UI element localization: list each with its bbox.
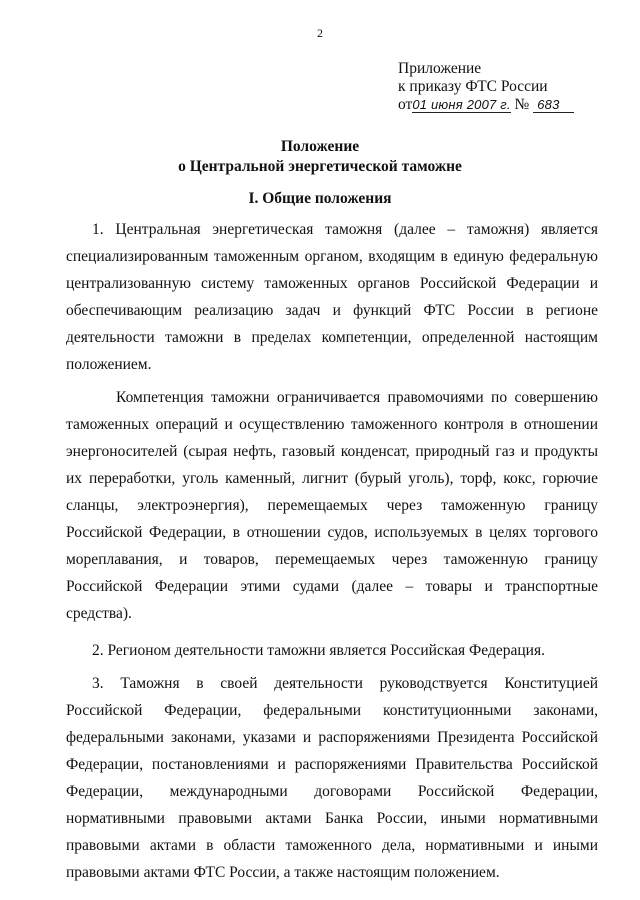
appendix-number: 683 [533,97,573,113]
page-number: 2 [317,26,323,40]
paragraph-1: 1. Центральная энергетическая таможня (далее – таможня) является специализированным таможенным органом, входящим в единую федеральную централизованную систему таможенных органов Российской Федерации и обеспечивающим реализацию задач и функций ФТС России в регионе деятельности таможни в пределах компетенции, определенной настоящим положением. [66,221,598,373]
document-title-line2: о Центральной энергетической таможне [178,158,462,175]
appendix-date: 01 июня 2007 г. [412,97,511,112]
appendix-number-sign: № [514,96,530,113]
appendix-order-reference: к приказу ФТС России [398,78,548,95]
section-heading: I. Общие положения [248,190,392,207]
appendix-label: Приложение [398,60,482,77]
paragraph-3: 3. Таможня в своей деятельности руководствуется Конституцией Российской Федерации, федеральными конституционными законами, федеральными законами, указами и распоряжениями Президента Российской Федерации, постановлениями и распоряжениями Правительства Российской Федерации, международными договорами Российской Федерации, нормативными правовыми актами Банка России, иными нормативными правовыми актами в области таможенного дела, нормативными и иными правовыми актами ФТС России, а также настоящим положением. [66,675,598,881]
appendix-date-prefix: от [398,96,413,113]
paragraph-2: 2. Регионом деятельности таможни является Российская Федерация. [92,642,545,659]
document-title [0,137,640,177]
document-body [66,216,598,894]
document-title-line1: Положение [280,138,360,155]
paragraph-competence: Компетенция таможни ограничивается правомочиями по совершению таможенных операций и осуществлению таможенного контроля в отношении энергоносителей (сырая нефть, газовый конденсат, природный газ и продукты их переработки, уголь каменный, лигнит (бурый уголь), торф, кокс, горючие сланцы, электроэнергия), перемещаемых через таможенную границу Российской Федерации, в отношении судов, используемых в целях торгового мореплавания, и товаров, перемещаемых через таможенную границу Российской Федерации этими судами (далее – товары и транспортные средства). [66,389,598,622]
appendix-block [398,60,574,114]
appendix-date-number-line [398,96,574,114]
